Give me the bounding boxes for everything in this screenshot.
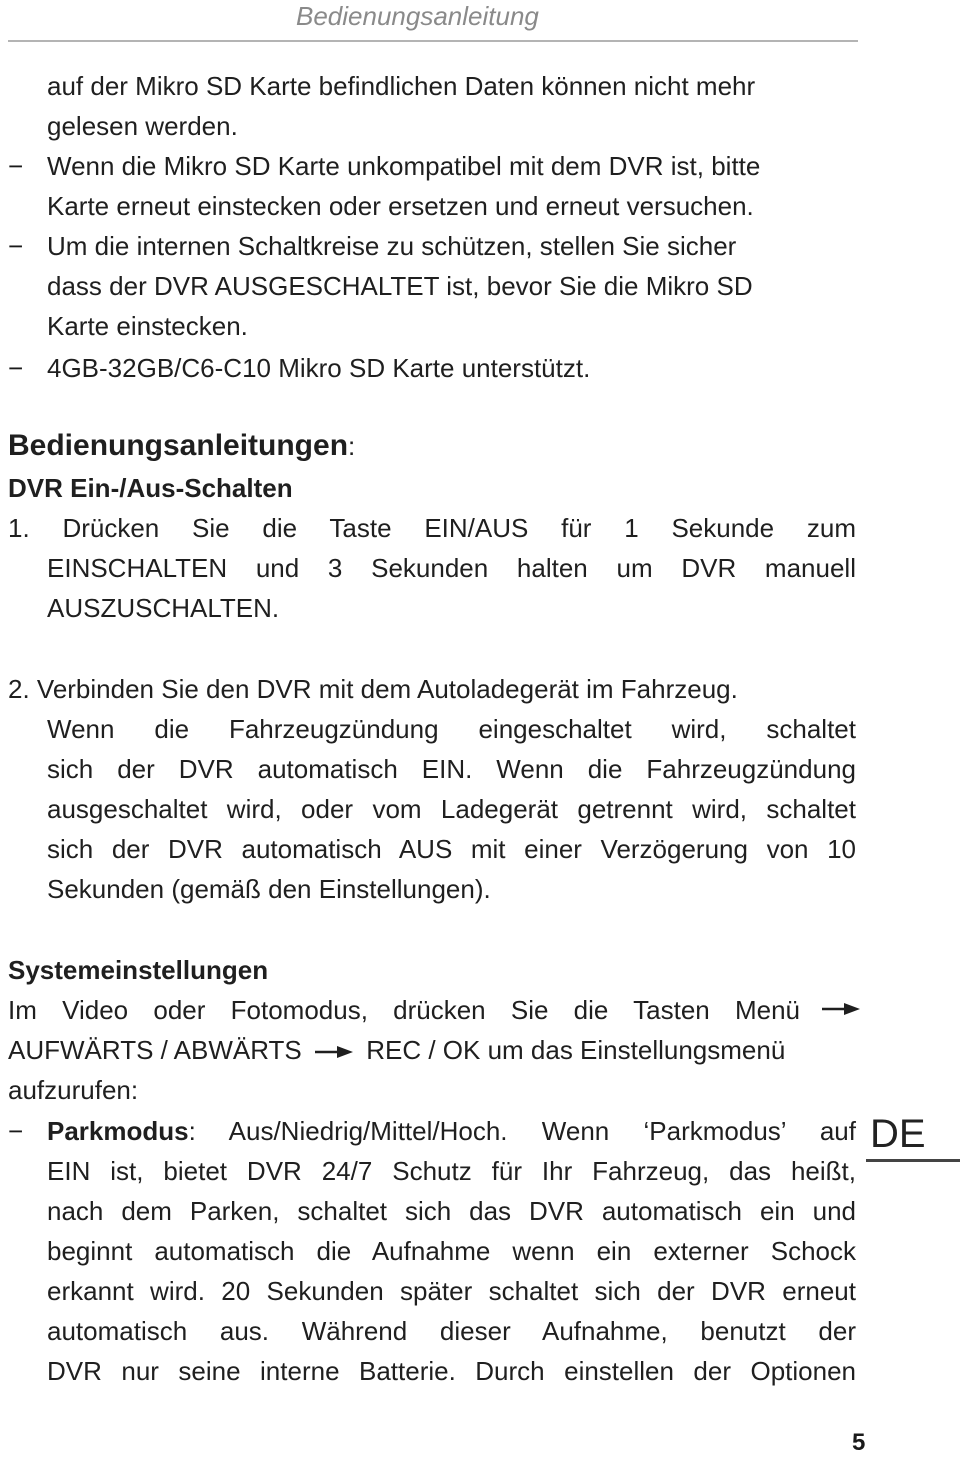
text-line: [47, 1111, 856, 1151]
language-badge: DE: [870, 1112, 926, 1156]
header-divider: [8, 40, 858, 42]
text-line: sich der DVR automatisch AUS mit einer Verzögerung von 10: [47, 834, 856, 864]
text-line: sich der DVR automatisch EIN. Wenn die Fahrzeugzündung: [47, 754, 856, 784]
text-line: aufzurufen:: [8, 1075, 139, 1105]
bullet-dash: −: [8, 1116, 24, 1146]
text-line: automatisch aus. Während dieser Aufnahme, benutzt der: [47, 1316, 856, 1346]
section-heading-colon: :: [348, 431, 356, 461]
subsection-heading: Systemeinstellungen: [8, 955, 269, 985]
text-line: [8, 1030, 785, 1070]
bullet-dash: −: [8, 353, 24, 383]
arrow-right-icon: [313, 1044, 355, 1060]
language-badge-rule: [866, 1159, 960, 1162]
text-line: AUSZUSCHALTEN.: [47, 593, 280, 623]
text-line: erkannt wird. 20 Sekunden später schaltet sich der DVR erneut: [47, 1276, 856, 1306]
text-line: ausgeschaltet wird, oder vom Ladegerät getrennt wird, schaltet: [47, 794, 856, 824]
setting-label: Parkmodus: [47, 1116, 189, 1146]
text-line: EIN ist, bietet DVR 24/7 Schutz für Ihr Fahrzeug, das heißt,: [47, 1156, 856, 1186]
arrow-right-icon: [822, 1001, 860, 1017]
running-header: Bedienungsanleitung: [296, 1, 539, 31]
bullet-dash: −: [8, 231, 24, 261]
subsection-heading: DVR Ein-/Aus-Schalten: [8, 473, 293, 503]
text-line: auf der Mikro SD Karte befindlichen Daten können nicht mehr: [47, 71, 756, 101]
section-heading: [8, 426, 355, 466]
page-number: 5: [852, 1429, 866, 1456]
text-line: EINSCHALTEN und 3 Sekunden halten um DVR manuell: [47, 553, 856, 583]
text-line: Karte erneut einstecken oder ersetzen und erneut versuchen.: [47, 191, 754, 221]
text-line: gelesen werden.: [47, 111, 238, 141]
section-heading-text: Bedienungsanleitungen: [8, 429, 349, 462]
text-line: nach dem Parken, schaltet sich das DVR automatisch ein und: [47, 1196, 856, 1226]
text-line: DVR nur seine interne Batterie. Durch einstellen der Optionen: [47, 1356, 856, 1386]
bullet-dash: −: [8, 151, 24, 181]
text-line: Sekunden (gemäß den Einstellungen).: [47, 874, 491, 904]
text-line: 4GB-32GB/C6-C10 Mikro SD Karte unterstützt.: [47, 353, 591, 383]
text-line: 1. Drücken Sie die Taste EIN/AUS für 1 Sekunde zum: [8, 513, 856, 543]
text-line: 2. Verbinden Sie den DVR mit dem Autoladegerät im Fahrzeug.: [8, 674, 738, 704]
text-fragment: AUFWÄRTS / ABWÄRTS: [8, 1035, 302, 1065]
text-line: Wenn die Mikro SD Karte unkompatibel mit dem DVR ist, bitte: [47, 151, 761, 181]
text-line: Wenn die Fahrzeugzündung eingeschaltet wird, schaltet: [47, 714, 856, 744]
text-line: dass der DVR AUSGESCHALTET ist, bevor Sie die Mikro SD: [47, 271, 753, 301]
text-line: beginnt automatisch die Aufnahme wenn ein externer Schock: [47, 1236, 856, 1266]
text-fragment: : Aus/Niedrig/Mittel/Hoch. Wenn ‘Parkmodus’ auf: [188, 1116, 856, 1146]
text-line: Um die internen Schaltkreise zu schützen, stellen Sie sicher: [47, 231, 737, 261]
text-fragment: REC / OK um das Einstellungsmenü: [366, 1035, 786, 1065]
text-line: Karte einstecken.: [47, 311, 248, 341]
text-line: Im Video oder Fotomodus, drücken Sie die Tasten Menü: [8, 995, 800, 1025]
